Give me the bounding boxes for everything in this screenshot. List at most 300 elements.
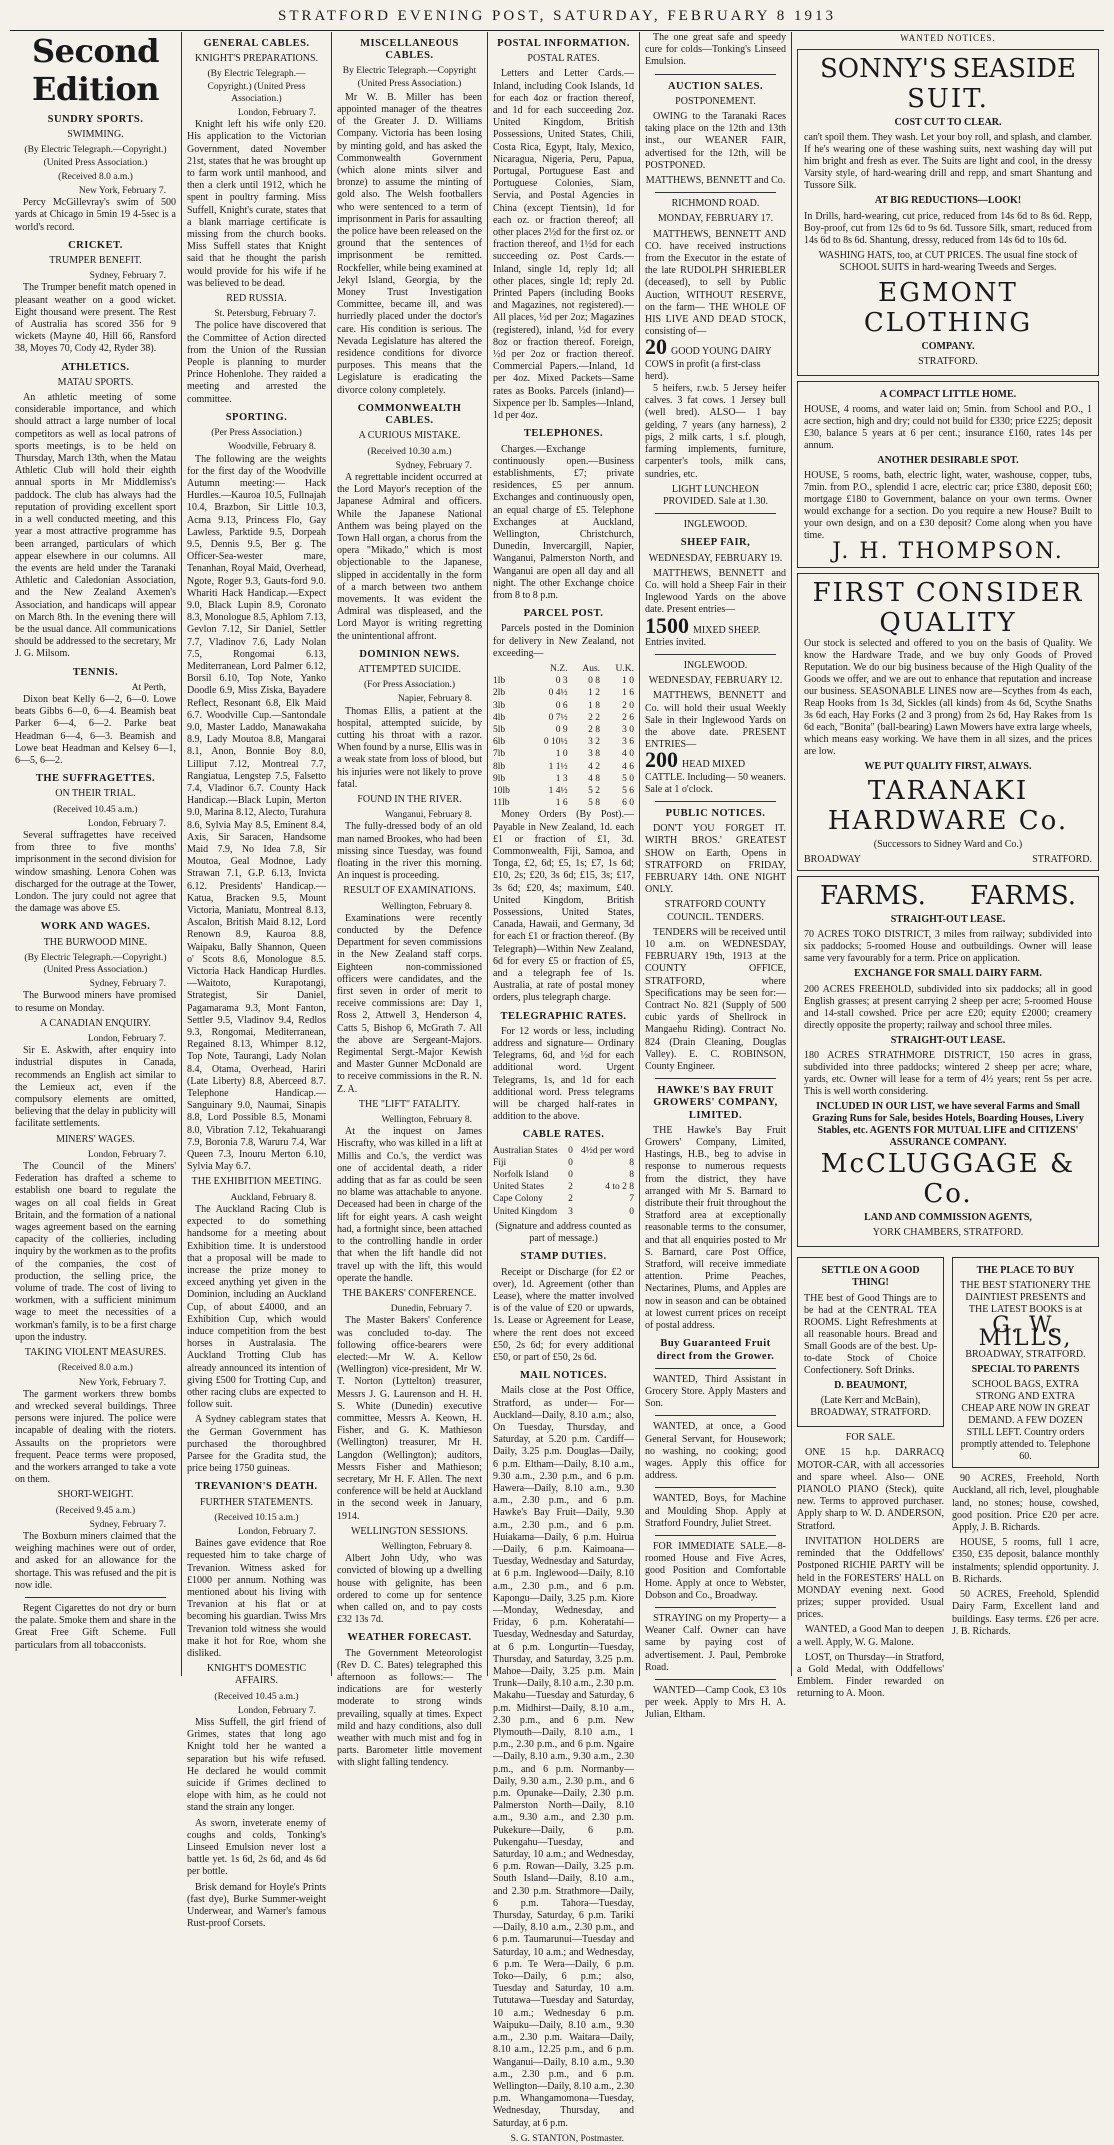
table-row (493, 1169, 634, 1181)
article-heading: A CANADIAN ENQUIRY. (40, 1017, 151, 1029)
article (337, 1632, 482, 1769)
section-heading: WORK AND WAGES. (40, 921, 151, 933)
section-heading: CRICKET. (68, 239, 123, 251)
received-time: (Received 8.0 a.m.) (58, 1363, 133, 1374)
stamp-heading: STAMP DUTIES. (520, 1251, 607, 1263)
divider (655, 1078, 776, 1079)
dateline: Auckland, February 8. (230, 1192, 316, 1203)
column-6 (792, 32, 1104, 1700)
postponement-signoff: MATTHEWS, BENNETT and Co. (645, 175, 786, 187)
article (15, 1018, 176, 1131)
table-row (493, 797, 634, 809)
dateline: Wellington, February 8. (381, 1541, 472, 1552)
article (187, 293, 326, 406)
house-text: HOUSE, 5 rooms, full 1 acre, £350, £35 deposit, balance monthly instalments; splendid opportunity. J. B. Richards. (952, 1537, 1099, 1585)
quality-text: Our stock is selected and offered to you on the basis of Quality. We know the Hardware Trade, and we buy only Goods of Proved Reputation. We do our big business because of the High Quality of the Goods we offer, and we are out to enhance that reputation and increase our business. SEASONABLE LINES now are—Scythes from 4s each, Reap Hooks from 1s 3d, Sickles (all kinds) from 4s 6d, Scythe Snaths 3s 6d each, Hay Forks (2 and 3 prong) from 2s 6d, Hay Rakes from 1s 6d each, "Bonita" (ball-bearing) Lawn Mowers have extra large wheels, which means easy working. We have them in all sizes, and the prices are low. (804, 637, 1092, 757)
farms-text-3: 180 ACRES STRATHMORE DISTRICT, 150 acres in grass, subdivided into three paddocks; wintered 2 sheep per acre; whare, yards, etc. Owner will lease for a term of 4½ years; rent 5s per acre. This is well worth considering. (804, 1049, 1092, 1097)
thompson-ad (797, 381, 1099, 568)
article-text: The Burwood miners have promised to resume on Monday. (15, 990, 176, 1014)
sonny-text-3: WASHING HATS, too, at CUT PRICES. The usual fine stock of SCHOOL SUITS in hard-wearing Tweeds and Serges. (818, 249, 1078, 273)
article-heading: MINERS' WAGES. (56, 1133, 135, 1145)
article-heading: ON THEIR TRIAL. (55, 788, 136, 800)
article-text: Mr W. B. Miller has been appointed manager of the theatres of the Greater J. D. Williams Company. Victoria has been losing by minting gold, and has asked the Commonwealth Government (which alone mints silver and bronze) to assume the minting of gold also. The Welsh footballers who were sentenced to a term of imprisonment in Paris for assaulting the police have been released on the ground that the sentences of imprisonment be remitted. Rockfeller, while being examined at Jekyl Island, Georgia, by the Money Trust Investigation Committee, became ill, and was hurriedly placed under the doctor's care. His condition is serious. The Nevada Legislature has altered the residence conditions for divorce purposes. This means that the Legislature is eradicating the divorce colony completely. (337, 91, 482, 396)
article (337, 1288, 482, 1523)
article-text: A Sydney cablegram states that the German Government has purchased the thoroughbred Parsee for the Gradita stud, the price being 1750 guineas. (187, 1414, 326, 1475)
article-text: The garment workers threw bombs and wrecked several buildings. Three persons were injured. The police were incapable of dealing with the rioters. Assaults on the proprietors were frequent. Peace terms were proposed, and the workers arranged to take a vote on them. (15, 1388, 176, 1486)
dateline: London, February 7. (237, 1526, 316, 1537)
table-cell: 4 2 (588, 761, 601, 772)
article-text: The Auckland Racing Club is expected to do something handsome for a meeting about Exhibition time. It is understood that a proposal will be made to increase the prize money to exceed anything yet given in the Dominion, including an Auckland Cup, of about £4000, and an Exhibition Cup, which would induce competition from the best horses in Australasia. The Auckland Trotting Club has already announced its intention of giving £500 for Trotting Cup, and other racing clubs are expected to follow suit. (187, 1203, 326, 1411)
article-text: Several suffragettes have received from three to five months' imprisonment in the second division for window smashing. Lenora Cohen was discharged for the outrage at the Tower, London. The jury could not agree that the damage was above £5. (15, 829, 176, 915)
section-heading: TENNIS. (72, 666, 119, 678)
sonny-text: can't spoil them. They wash. Let your boy roll, and splash, and clamber. If he's wearing one of these washing suits, next washing day will put him bright and fresh as ever. The Suits are light and cool, in the dressy Varsity style, of hard-wearing drill and repp, and smart Shantung and Tussore Silk. (804, 132, 1092, 192)
dateline: Wellington, February 8. (381, 901, 472, 912)
richmond-date: MONDAY, FEBRUARY 17. (657, 213, 774, 225)
article-heading: THE BAKERS' CONFERENCE. (342, 1287, 477, 1299)
table-cell: 2 2 (588, 712, 601, 723)
column-3 (332, 32, 488, 1769)
farms-text-2: 200 ACRES FREEHOLD, subdivided into six paddocks; all in good English grasses; at present carrying 2 sheep per acre; 5-roomed House and 14-stall cowshed. Price per acre £20; equity £2000; creamery directly opposite the property; railway and school three miles. (804, 983, 1092, 1031)
section-heading: SUNDRY SPORTS. (47, 114, 144, 125)
quality-title: FIRST CONSIDER QUALITY (812, 577, 1084, 638)
table-cell: 3 6 (622, 737, 634, 748)
taranaki-sub: (Successors to Sidney Ward and Co.) (873, 838, 1023, 850)
table-row (493, 1157, 634, 1169)
table-cell: 1 2 (588, 688, 601, 699)
cattle-lot (645, 747, 786, 796)
egmont-sub: COMPANY. (921, 340, 975, 352)
table-cell: 2 (568, 1194, 573, 1205)
wanted-ad: FOR IMMEDIATE SALE.—8-roomed House and Five Acres, good Position and Comfortable Home. Apply at once to Webster, Dobson and Co., Broadway. (645, 1540, 786, 1601)
cable-heading: CABLE RATES. (522, 1129, 605, 1141)
article (15, 114, 176, 234)
section-heading: MISCELLANEOUS CABLES. (360, 38, 459, 62)
article (187, 412, 326, 1174)
emulsion-ad: The one great safe and speedy cure for colds—Tonking's Linseed Emulsion. (645, 32, 786, 68)
dateline: New York, February 7. (78, 186, 166, 197)
article (187, 1176, 326, 1411)
article (15, 773, 176, 915)
table-cell: 6 0 (622, 798, 634, 809)
divider (655, 1487, 776, 1488)
table-cell: 0 (629, 1206, 634, 1217)
mccluggage-sub: LAND AND COMMISSION AGENTS, (864, 1211, 1032, 1223)
received-time: (Received 10.30 a.m.) (367, 446, 452, 457)
richmond-lunch: LIGHT LUNCHEON PROVIDED. Sale at 1.30. (663, 483, 768, 507)
public-notices-text: DON'T YOU FORGET IT. WIRTH BROS.' GREATEST SHOW on Earth, Opens in STRATFORD on FRIDAY, FEBRUARY 14th. ONE NIGHT ONLY. (645, 823, 786, 896)
sonny-title-2: SUIT. (907, 84, 989, 115)
article-text: Examinations were recently conducted by the Defence Department for seven commissions in the New Zealand staff corps. Eighteen non-commissioned officers were candidates, and the first seven in order of merit to receive commissions are: Day 1, Ross 2, Attwell 3, Henderson 4, Catts 5, Bishop 6, McGrath 7. All the above are Sergeant-Majors. Regimental Sergt.-Major Kewish and Master Gunner McDonald are to receive commissions in the R. N. Z. A. (337, 912, 482, 1095)
place-text: THE BEST STATIONERY THE DAINTIEST PRESENTS and THE LATEST BOOKS is at (960, 1280, 1091, 1316)
sonny-sub-2: AT BIG REDUCTIONS—LOOK! (874, 195, 1022, 207)
table-cell: 8lb (493, 761, 506, 772)
divider (655, 1679, 776, 1680)
dateline: London, February 7. (237, 1705, 316, 1716)
dateline: London, February 7. (87, 1149, 166, 1160)
address-right: STRATFORD. (1032, 854, 1092, 866)
table-cell: 4 0 (622, 749, 634, 760)
col2-articles (187, 38, 326, 1930)
divider (655, 1368, 776, 1369)
table-row (493, 687, 634, 699)
bottom-left-ads (797, 1252, 944, 1703)
article-text: The Government Meteorologist (Rev D. C. Bates) telegraphed this afternoon as follows:— The indications are for westerly moderate to strong winds prevailing, squally at times. Expect mild and hazy conditions, also dull weather with much mist and fog in parts. Barometer little movement with slight falling tendency. (337, 1647, 482, 1769)
wanted-ad: STRAYING on my Property— a Weaner Calf. Owner can have same by paying cost of advertisement. J. Paul, Pembroke Road. (645, 1612, 786, 1673)
divider (655, 1415, 776, 1416)
table-header-cell: Aus. (582, 663, 601, 674)
article-heading: A CURIOUS MISTAKE. (358, 430, 461, 442)
title-part: SEASIDE (952, 54, 1076, 85)
article-text: The Trumper benefit match opened in pleasant weather on a good wicket. Eight thousand were present. The Rest of Australia has scored 356 for 9 wickets (Mayne 40, Hill 66, Ransford 38, Moyes 70, Cody 42, Ryder 38). (15, 282, 176, 355)
spot-heading: ANOTHER DESIRABLE SPOT. (877, 455, 1019, 467)
article-text: Dixon beat Kelly 6—2, 6—0. Lowe beats Gibbs 6—0, 6—4. Beamish beat Parker 6—4, 6—2. Parke beat Headman 6—4, 6—3. Beamish and Lowe beat Headman and Kelsey 6—1, 6—5, 6—2. (15, 693, 176, 766)
article-text: Albert John Udy, who was convicted of blowing up a dwelling house with gelignite, has been ordered to come up for sentence when called on, and to pay costs £32 13s 7d. (337, 1553, 482, 1626)
article-text: As sworn, inveterate enemy of coughs and colds, Tonking's Linseed Emulsion never lost a battle yet. 1s 6d, 2s 6d, and 4s 6d per bottle. (187, 1817, 326, 1878)
postmaster-signoff: S. G. STANTON, Postmaster. (510, 2133, 624, 2144)
section-heading: COMMONWEALTH CABLES. (357, 402, 462, 427)
table-cell: 5lb (493, 724, 506, 735)
table-cell: 5 6 (622, 785, 634, 796)
table-cell: 7 (629, 1194, 634, 1205)
lost-text: LOST, on Thursday—in Stratford, a Gold Medal, with Oddfellows' Emblem. Finder rewarded on returning to A. Moon. (797, 1651, 944, 1700)
article (15, 1347, 176, 1486)
table-cell: 4 to 2 8 (605, 1182, 634, 1193)
column-4 (488, 32, 640, 2144)
table-cell: 0 3 (555, 676, 568, 687)
article-text: The Council of the Miners' Federation has drafted a scheme to establish one board to regulate the wages on all coal fields in Great Britain, and the formation of a national wages agreement based on the earning capacity of the collieries, including inquiry by the workmen as to the profits of the companies, the cost of production, the selling price, the volume of trade. The cost of living to workmen, with a sufficient minimum wage to meet the necessities of a workman's family, is to be a first charge upon the industry. (15, 1161, 176, 1343)
council-text: TENDERS will be received until 10 a.m. on WEDNESDAY, FEBRUARY 19th, 1913 at the COUNTY OFFICE, STRATFORD, where Specifications may be seen for:— Contract No. 821 (Supply of 500 cubic yards of Shellrock in Mangaehu Riding). Contract No. 824 (Drain Cleaning, Douglas Valley). E. C. ROBINSON, County Engineer. (645, 926, 786, 1073)
table-cell: United States (493, 1182, 544, 1193)
money-orders-text: Money Orders (By Post).—Payable in New Zealand, 1d. each £1 or fraction of £1, 3d. Commonwealth, Fiji, Samoa, and Tonga, £2, 6d; £5, 1s; £7, 1s 6d; £10, 2s; £20, 3s 6d; £15, 3s; £17, 3s 6d; £20, 4s; maximum, £40. United Kingdom, British Possessions, United States, Canada, Hawaii, and Germany, 3d for each £1 or fraction thereof. (By Telegraph)—Within New Zealand, 6d for every £5 or fraction of £5, and a telegraph fee of 1s. Australia, at rate of postal money orders, plus telegraph charge. (493, 809, 634, 1004)
article-text: The police have discovered that the Committee of Action directed from the Union of the Russian People is planning to murder Prince Hohenlohe. They raided a meeting and arrested the committee. (187, 320, 326, 405)
parcel-rate-table (493, 663, 634, 809)
table-cell: Cape Colony (493, 1194, 543, 1205)
dateline: Wanganui, February 8. (385, 810, 472, 821)
farms-sub: STRAIGHT-OUT LEASE. (890, 914, 1006, 926)
taranaki-title: TARANAKI HARDWARE Co. (827, 775, 1069, 836)
table-cell: 1 4½ (548, 785, 568, 796)
egmont-town: STRATFORD. (918, 355, 978, 367)
article-heading: RED RUSSIA. (226, 293, 287, 305)
hawkes-tagline: Buy Guaranteed Fruit direct from the Grower. (656, 1338, 775, 1362)
article-text: The following are the weights for the first day of the Woodville Autumn meeting:— Hack Hurdles.—Kauroa 10.5, Fullnajah 10.4, Brazbon, Sir Little 10.3, Acma 9.13, Princess Flo, Gay Lawless, Parktide 9.5, Dorpeah 9.5, Dennis 9.5, Ber g. The Officer-Sea-wester mare, Tenanhan, Royal Maid, Overhead, Ngote, Roger 9.3, Gauts-ford 9.0. Whariti Hack Handicap.—Expect 9.0, Black Lupin 8.9, Coronato 8.3, Monologue 8.5, Aphlom 7.13, Gevlon 7.12, Sir Daniel, Settler 7.7, Vladinov 7.6, Lady Nolan 7.5, Rongomai 6.13, Mediterranean, Lord Palmer 6.12, Borsil 6.10, Top Note, Yanko Doodle 6.9, Miss Ziska, Bayadere Reflect, Resonant 6.8, Elk Maid 6.7. Woodville Cup.—Santondale 9.0, Master Laddo, Manawakaha 8.9, Lady Moutoa 8.8, Mangarai 8.1, Anon, Bonnie Boy 8.0, Lilliput 7.12, Montreal 7.7, Rangiatua, Lengstep 7.5, Falsetto 7.4, Vladinor 6.7. County Hack Handicap.—Black Lupin, Merton 9.0, Marina 8.12, Alecto, Turahura 8.6, Sylvia May 8.5, Eminent 8.4, Axis, Sir Saracen, Handsome Maid 7.9, No Idea 7.8, Sir Moutoa, Geal Modnoe, Lady Strawan 7.1, G.P. 6.13, Invicta 6.12. Presidents' Handicap.—Katua, Bracken 9.5, Mount Victoria, Maniatu, Montreal 8.13, Ascalon, British Maid 8.12, Lord Renown 8.9, Kauroa 8.8, Waipaku, Bally Shannon, Queen o' Scots 8.6, Monologue 8.5. Victoria Hack Handicap Hurdles.—Waitoto, Kurapotangi, Strategist, Sir Daniel, Pagamarama 9.3, Mont Fanton, Settler 9.5, Vladinov 9.4, Redlos 9.3, Rongomai, Mediterranean, Regained 8.13, Whimper 8.12, Top Note, Taurangi, Lady Nolan 8.4, Otama, Overhead, Hariri (Late Liberty) 8.8, Aberceed 8.7. Telephone Handicap.—Sanguinary 9.0, Naumai, Sinapis 8.8, Lord Possible 8.5, Monami 8.0, Vibration 7.12, Tekahuarangi 7.9, Boronia 7.8, Waruru 7.4, War Queen 7.3, Inouru Merton 6.10, Sylvia May 6.7. (187, 453, 326, 1173)
invitation-text: INVITATION HOLDERS are reminded that the Oddfellows' Postponed RICHIE PARTY will be held in the FORESTERS' HALL on MONDAY evening next. Good prizes; supper provided. Usual prices. (797, 1535, 944, 1621)
table-cell: 1 8 (588, 700, 601, 711)
received-time: (Received 10.45 a.m.) (53, 804, 138, 815)
article-text: The Boxburn miners claimed that the weighing machines were out of order, and asked for an allowance for the shortage. This was refused and the pit is now idle. (15, 1530, 176, 1591)
article (15, 667, 176, 768)
hawkes-text: THE Hawke's Bay Fruit Growers' Company, Limited, Hastings, H.B., beg to advise in response to numerous requests from the district, they have arranged with Mr S. Barnard to distribute their fruit throughout the Stratford area at exceptionally reasonable terms to the consumer, and that all enquiries posted to Mr S. Barnard, care Post Office, Stratford, will receive immediate attention. Prime Peaches, Nectarines, Plums, and Apples are now in season and can be obtained at lowest current prices on receipt of postal address. (645, 1124, 786, 1332)
table-row (493, 748, 634, 760)
settle-heading: SETTLE ON A GOOD THING! (821, 1265, 920, 1289)
dateline: Wellington, February 8. (381, 1115, 472, 1126)
article-heading: RESULT OF EXAMINATIONS. (343, 885, 476, 897)
title-part: FARMS. (820, 881, 926, 912)
lot-number: 1500 (645, 612, 689, 638)
article (187, 1663, 326, 1814)
richmond-heading: RICHMOND ROAD. (671, 198, 760, 210)
col3-articles (337, 38, 482, 1770)
sonny-title (804, 54, 1092, 84)
column-1 (10, 32, 182, 1676)
postal-heading: POSTAL INFORMATION. (497, 38, 630, 49)
table-cell: 0 9 (555, 724, 568, 735)
beaumont-name: D. BEAUMONT, (834, 1379, 907, 1391)
sheep-lot (645, 612, 786, 649)
table-row (493, 675, 634, 687)
richmond-text: MATTHEWS, BENNETT AND CO. have received instructions from the Executor in the estate of the late RUDOLPH SHRIEBLER (deceased), to sell by Public Auction, WITHOUT RESERVE, on the farm— THE WHOLE OF HIS LIVE AND DEAD STOCK, consisting of— (645, 228, 786, 338)
column-5 (640, 32, 792, 1721)
dateline: Woodville, February 8. (228, 442, 316, 453)
article-text: Thomas Ellis, a patient at the hospital, attempted suicide, by cutting his throat with a razor. When found by a nurse, Ellis was in a weak state from loss of blood, but his injuries were not likely to prove fatal. (337, 705, 482, 790)
dateline: London, February 7. (237, 108, 316, 119)
table-cell: 2 (568, 1182, 573, 1193)
article-heading: TAKING VIOLENT MEASURES. (24, 1347, 167, 1359)
council-heading: STRATFORD COUNTY COUNCIL. TENDERS. (664, 899, 767, 923)
table-cell: 1 3 (555, 773, 568, 784)
article-text: Sir E. Askwith, after enquiry into industrial disputes in Canada, recommends an English act similar to the Lemieux act, even if the compulsory elements are omitted, believing that the delay in publicity will facilitate settlements. (15, 1045, 176, 1130)
article (337, 649, 482, 791)
table-row (493, 712, 634, 724)
mills-name: G. W. MILLS, (978, 1313, 1073, 1351)
received-time: (Received 9.45 a.m.) (55, 1505, 136, 1516)
farms-ad (797, 876, 1099, 1247)
table-header-cell: N.Z. (550, 663, 568, 674)
dateline: New York, February 7. (78, 1377, 166, 1388)
article-heading: MATAU SPORTS. (57, 376, 134, 388)
table-cell: 7lb (493, 749, 506, 760)
farms-sub-2: EXCHANGE FOR SMALL DAIRY FARM. (854, 968, 1042, 980)
title-part: FARMS. (970, 881, 1076, 912)
lot-text: GOOD YOUNG DAIRY COWS in profit (a first-class herd). (645, 346, 772, 382)
table-cell: 4 6 (622, 761, 634, 772)
table-cell: 1 0 (622, 676, 634, 687)
article-heading: KNIGHT'S PREPARATIONS. (194, 53, 319, 65)
home-heading: A COMPACT LITTLE HOME. (879, 389, 1017, 401)
divider (655, 801, 776, 802)
table-cell: 5 0 (622, 773, 634, 784)
article (187, 38, 326, 290)
received-time: (Received 10.45 a.m.) (214, 1691, 299, 1702)
article-text: Baines gave evidence that Roe requested him to take charge of Trevanion. Witness asked for £1000 per annum. Nothing was mentioned about his living with Trevanion at his flat or at becoming his guardian. Twiss Mrs Trevanion told witness she would make it hot for Roe, whom she disliked. (187, 1538, 326, 1659)
mills-ad (952, 1257, 1099, 1468)
mccluggage-address: YORK CHAMBERS, STRATFORD. (872, 1227, 1024, 1239)
article-text: The Master Bakers' Conference was concluded to-day. The following office-bearers were elected:—Mr W. A. Kellow (Wellington) vice-president, Mr W. T. Norton (Lyttelton) treasurer, Messrs J. G. Laurenson and H. H. S. White (Dunedin) executive committee, Messrs A. Keown, H. Fisher, and G. K. Mathieson (Wellington) treasurer, Mr H. Langdon (Wellington); auditors, Messrs Fisher and Mathieson; secretary, Mr H. F. Allen. The next conference will be held at Auckland in the second week in January, 1914. (337, 1315, 482, 1522)
farms-text-1: 70 ACRES TOKO DISTRICT, 3 miles from railway; subdivided into six paddocks; 5-roomed House and outbuildings. Owner will lease same very favourably for a term. Price on application. (804, 929, 1092, 965)
egmont-title: EGMONT CLOTHING (863, 277, 1033, 338)
table-cell: 4 8 (588, 773, 601, 784)
postponement-text: OWING to the Taranaki Races taking place on the 12th and 13th inst., our WEANER FAIR, advertised for the 12th, will be POSTPONED. (645, 111, 786, 171)
article (337, 794, 482, 882)
table-cell: 6lb (493, 737, 506, 748)
article-heading: WELLINGTON SESSIONS. (350, 1525, 469, 1537)
wanted-ad: WANTED, Boys, for Machine and Moulding Shop. Apply at Stratford Foundry, Juliet Street. (645, 1493, 786, 1529)
byline: (By Electric Telegraph.—Copyright.) (United Press Association.) (207, 69, 306, 104)
farms-sub-3: STRAIGHT-OUT LEASE. (890, 1034, 1006, 1046)
auction-heading: AUCTION SALES. (667, 80, 764, 92)
acres-50-text: 50 ACRES, Freehold, Splendid Dairy Farm, Excellent land and buildings. Easy terms. £26 per acre. J. B. Richards. (952, 1589, 1099, 1637)
table-cell: 0 (568, 1145, 573, 1156)
table-cell: Norfolk Island (493, 1170, 549, 1181)
table-cell: 1lb (493, 676, 506, 687)
hawkes-heading: HAWKE'S BAY FRUIT GROWERS' COMPANY, LIMITED. (653, 1085, 778, 1121)
divider (655, 192, 776, 193)
sheep-fair-text: MATTHEWS, BENNETT and Co. will hold a Sheep Fair in their Inglewood Yards on the above date. Present entries— (645, 567, 786, 616)
lot-number: 20 (645, 334, 667, 360)
table-cell: 4lb (493, 712, 506, 723)
beaumont-sub: (Late Kerr and McBain), BROADWAY, STRATFORD. (810, 1394, 931, 1419)
divider (655, 1535, 776, 1536)
article (187, 1414, 326, 1475)
article (187, 1481, 326, 1660)
sheep-fair-date: WEDNESDAY, FEBRUARY 19. (648, 552, 783, 564)
divider (25, 1597, 166, 1598)
acres-90-text: 90 ACRES, Freehold, North Auckland, all rich, level, ploughable land, no stones; house, cowshed, good position. Price £20 per acre. Apply, J. B. Richards. (952, 1473, 1099, 1534)
quality-tagline: WE PUT QUALITY FIRST, ALWAYS. (864, 760, 1032, 772)
table-row (493, 700, 634, 712)
section-heading: TREVANION'S DEATH. (195, 1481, 318, 1493)
table-cell: 1 0 (555, 749, 568, 760)
wanted-ad: WANTED, at once, a Good General Servant, for Housework; no washing, no cooking; good wages. Apply this office for address. (645, 1421, 786, 1482)
article (187, 1818, 326, 1879)
section-heading: GENERAL CABLES. (203, 38, 310, 49)
article-text: The fully-dressed body of an old man named Brookes, who had been missing since Tuesday, was found floating in the river this morning. An inquest is proceeding. (337, 821, 482, 882)
lot-number: 200 (645, 747, 678, 773)
cigarette-ad: Regent Cigarettes do not dry or burn the palate. Smoke them and share in the Great Free Gift Scheme. Full particulars from all tobacconists. (15, 1602, 176, 1651)
article-heading: ATTEMPTED SUICIDE. (358, 663, 461, 675)
article-heading: TRUMPER BENEFIT. (49, 255, 142, 267)
telephones-heading: TELEPHONES. (523, 428, 604, 440)
table-cell: 1 6 (622, 688, 634, 699)
table-cell: 0 10½ (543, 737, 568, 748)
section-heading: DOMINION NEWS. (359, 648, 460, 660)
forsale-text: ONE 15 h.p. DARRACQ MOTOR-CAR, with all accessories and spare wheel. Also— ONE PIANOLO PIANO (Steck), quite new. Terms to approved purchaser. Apply sharp to W. D. ANDERSON, Stratford. (797, 1447, 944, 1532)
table-cell: 9lb (493, 773, 506, 784)
stamp-text: Receipt or Discharge (for £2 or over), 1d. Agreement (other than Lease), where the matter involved is of the value of £20 or upwards, 1s. Lease or Agreement for Lease, where the rent does not exceed £50, 2s 6d; for every additional £50, or part of £50, 2s 6d. (493, 1266, 634, 1363)
sonny-suit-ad (797, 49, 1099, 376)
article (15, 362, 176, 661)
dateline: London, February 7. (87, 1034, 166, 1045)
column-2 (182, 32, 332, 1930)
address-left: BROADWAY (804, 854, 861, 866)
article-heading: THE EXHIBITION MEETING. (191, 1176, 322, 1188)
table-cell: 1 6 (555, 798, 568, 809)
forsale-heading: FOR SALE. (845, 1432, 896, 1444)
dateline: St. Petersburg, February 7. (214, 309, 316, 320)
article (15, 240, 176, 356)
inglewood2-text: MATTHEWS, BENNETT and Co. will hold their usual Weekly Sale in their Inglewood Yards on the above date. PRESENT ENTRIES— (645, 690, 786, 751)
table-cell: 2 8 (588, 724, 601, 735)
dateline: Dunedin, February 7. (390, 1304, 472, 1315)
article (15, 921, 176, 1014)
table-cell: 0 6 (555, 700, 568, 711)
telegraphic-heading: TELEGRAPHIC RATES. (500, 1010, 627, 1022)
dateline: Sydney, February 7. (89, 1519, 166, 1530)
table-header-row (493, 663, 634, 675)
lot-text: HEAD MIXED CATTLE. Including— 50 weaners. Sale at 1 o'clock. (645, 759, 786, 795)
spot-text: HOUSE, 5 rooms, bath, electric light, water, washouse, copper, tubs, 7min. from P.O., splendid 1 acre, electric car; price £380, deposit £60; mortgage £180 to Government, balance on your own terms. Owner would exchange for a section. Do you require a new House? Built to your own design, and on a £30 deposit? Come along when you have time. (804, 470, 1092, 542)
table-cell: 4½d per word (580, 1145, 634, 1156)
divider (655, 74, 776, 75)
table-cell: 2 0 (622, 700, 634, 711)
farms-title (804, 881, 1092, 911)
table-row (493, 724, 634, 736)
article-heading: THE BURWOOD MINE. (43, 936, 148, 948)
byline: (Per Press Association.) (211, 428, 302, 439)
table-row (493, 773, 634, 785)
section-heading: SPORTING. (225, 411, 288, 423)
byline: (By Electric Telegraph.—Copyright.) (United Press Association.) (24, 145, 167, 168)
col1-articles (15, 114, 176, 1592)
inglewood-heading: INGLEWOOD. (683, 519, 748, 531)
postal-rates-text: Letters and Letter Cards.—Inland, including Cook Islands, 1d for each 4oz or fraction thereof, and 1d for each succeeding 2oz. United Kingdom, British Possessions, United States, Chili, Costa Rica, Egypt, Italy, Mexico, Nicaragua, Nigeria, Peru, Papua, Portugal, Portuguese East and Portuguese Colonies, Siam, Servia, and Postal Agencies in China (except Tientsin), 1d for each oz. or fraction thereof; all other places 2½d for the first oz. or fraction thereof, and 1½d for each succeeding oz. Post Cards.—Inland, single 1d, reply 1d; all other places, single 1d; reply 2d. Printed Papers (including Books and Magazines, not registered).—All places, ½d per 2oz; Magazines (registered), inland, ½d for every 8oz or fraction thereof. Foreign, ½d per 2oz or fraction thereof. Commercial Papers.—Inland, 1d per 4oz. Mixed Packets—Same rates as Books. Parcels (inland)—Sixpence per lb. Samples—Inland, 1d per 4oz. (493, 68, 634, 422)
table-cell: 2 6 (622, 712, 634, 723)
table-cell: 0 8 (588, 676, 601, 687)
table-cell: 8 (629, 1170, 634, 1181)
article-text: An athletic meeting of some considerable importance, and which should attract a large number of local competitors as well as local patrons of sports meetings, is to be held on Thursday, March 13th, when the Matau Athletic Club will hold their eighth annual sports in Mr Middlemiss's paddock. The club has always had the reputation of providing excellent sport in a well conducted meeting, and this year a most attractive programme has been arranged, particulars of which appear elsewhere in our columns. All the events are held under the Taranaki Athletic and Caledonian Association, and the New Zealand Axemen's Association, and handicaps will appear on March 8th. In the evening there will be the usual dance. All communications should be addressed to the secretary, Mr J. G. Milsom. (15, 392, 176, 660)
mccluggage-title: McCLUGGAGE & Co. (820, 1148, 1076, 1209)
public-notices-heading: PUBLIC NOTICES. (665, 807, 766, 819)
wanted-ads (645, 1368, 786, 1722)
table-cell: 0 (568, 1170, 573, 1181)
edition-title: Second Edition (32, 32, 159, 108)
byline: (For Press Association.) (363, 680, 456, 691)
table-cell: 0 4½ (548, 688, 568, 699)
place-heading: THE PLACE TO BUY (976, 1265, 1075, 1277)
telegraphic-text: For 12 words or less, including address and signature— Ordinary Telegrams, 6d, and ½d for each additional word. Urgent Telegrams, 1s, and 1d for each additional word. Press telegrams will be charged half-rates in addition to the above. (493, 1025, 634, 1123)
masthead: STRATFORD EVENING POST, SATURDAY, FEBRUARY 8 1913 (10, 8, 1104, 31)
table-cell: 0 7½ (548, 712, 568, 723)
bottom-ads (797, 1252, 1099, 1703)
table-cell: 3 2 (588, 737, 601, 748)
table-cell: 3 8 (588, 749, 601, 760)
article-heading: FOUND IN THE RIVER. (357, 793, 462, 805)
dateline: At Perth, (131, 682, 166, 693)
wanted-well-text: WANTED, a Good Man to deepen a well. Apply, W. G. Malone. (797, 1624, 944, 1648)
table-cell: 5 8 (588, 798, 601, 809)
table-cell: Fiji (493, 1157, 507, 1168)
section-heading: ATHLETICS. (61, 361, 130, 373)
settle-text: THE best of Good Things are to be had at the CENTRAL TEA ROOMS. Light Refreshments at all reasonable hours. Bread and Small Goods are of the best. Up-to-date Stock of Choice Confectionery. Soft Drinks. (804, 1292, 937, 1376)
received-time: (Received 8.0 a.m.) (58, 171, 133, 182)
sonny-sub: COST CUT TO CLEAR. (894, 117, 1002, 129)
table-cell: United Kingdom (493, 1206, 558, 1217)
dateline: Sydney, February 7. (89, 271, 166, 282)
mail-heading: MAIL NOTICES. (519, 1370, 608, 1382)
thompson-name: J. H. THOMPSON. (832, 539, 1064, 565)
mail-text: Mails close at the Post Office, Stratford, as under— For— Auckland—Daily, 8.10 a.m.; also, On Tuesday, Thursday, and Saturday, at 5.20 p.m. Cardiff—Daily, 3.25 p.m. Douglas—Daily, 6 p.m. Eltham—Daily, 8.10 a.m., 9.30 a.m., 2.30 p.m., and 6 p.m. Hawera—Daily, 8.10 a.m., 9.30 a.m., 2.30 p.m., and 6 p.m. Hawke's Bay Fruit—Daily, 9.30 a.m., 2.30 p.m., and 6 p.m. Huiakama—Daily, 6 p.m. Huirua—Daily, 6 p.m. Kaimoana—Tuesday, Wednesday and Saturday, at 6 p.m. Inglewood—Daily, 8.10 a.m., 2.30 p.m., and 6 p.m. Kapongu—Daily, 3.25 p.m. Kiore—Monday, Wednesday, and Friday, 6 p.m. Koheratahi—Tuesday, Wednesday and Saturday, at 6 p.m. Longurtin—Tuesday, Thursday, and Saturday, 3.25 p.m. Mahoe—Daily, 3.25 p.m. Main Trunk—Daily, 8.10 a.m., 2.30 p.m. Makahu—Tuesday and Saturday, 6 p.m. Midhirst—Daily, 8.10 a.m., 2.30 p.m., and 6 p.m. New Plymouth—Daily, 8.10 a.m., 1 p.m., 2.30 p.m., and 6 p.m. Ngaire—Daily, 8.10 a.m., 9.30 a.m., 2.30 p.m., and 6 p.m. Normanby—Daily, 9.30 a.m., 2.30 p.m., and 6 p.m. Opunake—Daily, 2.30 p.m. Palmerston North—Daily, 8.10 a.m., 9.30 a.m., and 2.30 p.m. Pukekure—Daily, 6 p.m. Pukengahu—Tuesday, and Saturday, 10 a.m.; and Wednesday, 6 p.m. Rowan—Daily, 3.25 p.m. South Island—Daily, 8.10 a.m., and 2.30 p.m. Strathmore—Daily, 6 p.m. Tahora—Tuesday, Thursday, Saturday, 6 p.m. Tariki—Daily, 8.10 a.m., 2.30 p.m., and 6 p.m. Taumarunui—Tuesday and Saturday, 10 a.m.; and Wednesday, 6 p.m. Te Wera—Daily, 6 p.m. Toko—Daily, 6 p.m.; also, Tuesday and Saturday, 10 a.m. Tututawa—Tuesday and Saturday, 10 a.m.; Wednesday 6 p.m. Waipuku—Daily, 8.10 a.m., 9.30 a.m., 2.30 p.m. Waitara—Daily, 8.10 a.m., 12.25 p.m., and 6 p.m. Wanganui—Daily, 8.10 a.m., 9.30 a.m., 2.30 p.m., and 6 p.m. Wellington—Daily, 8.10 a.m., 2.30 p.m. Whangamomona—Tuesday, Wednesday, Thursday, and Saturday, at 6 p.m. (493, 1385, 634, 2129)
postal-rates-heading: POSTAL RATES. (527, 53, 600, 65)
postponement-heading: POSTPONEMENT. (675, 95, 756, 107)
article-heading: SWIMMING. (67, 129, 124, 141)
mills-sub: SPECIAL TO PARENTS (971, 1364, 1080, 1376)
tea-rooms-ad (797, 1257, 944, 1427)
table-cell: 5 2 (588, 785, 601, 796)
table-cell: 10lb (493, 785, 510, 796)
article (337, 38, 482, 397)
lot-text: MIXED SHEEP. Entries invited. (645, 624, 761, 648)
article (15, 1134, 176, 1344)
column-heading: WANTED NOTICES. (900, 33, 996, 43)
article (337, 885, 482, 1095)
article-text: Miss Suffell, the girl friend of Grimes, states that long ago Knight told her he wanted a separation but his wife refused. He declared he would commit suicide if Grimes declined to elope with him, as he could not stand the strain any longer. (187, 1717, 326, 1814)
article-heading: KNIGHT'S DOMESTIC AFFAIRS. (206, 1663, 307, 1687)
section-heading: WEATHER FORECAST. (347, 1632, 472, 1644)
table-cell: 3 0 (622, 724, 634, 735)
table-cell: 1 1½ (548, 761, 568, 772)
article (15, 1489, 176, 1592)
article-text: At the inquest on James Hiscrafty, who was killed in a lift at Millis and Co.'s, the verdict was one of accidental death, a rider adding that as far as could be seen no blame was attachable to anyone. Deceased had been in charge of the lift for eight years. A cash weight had, a fortnight since, been attached to the controlling handle in order that when the lift handle did not travel up with the lift, this would operate the handle. (337, 1126, 482, 1284)
